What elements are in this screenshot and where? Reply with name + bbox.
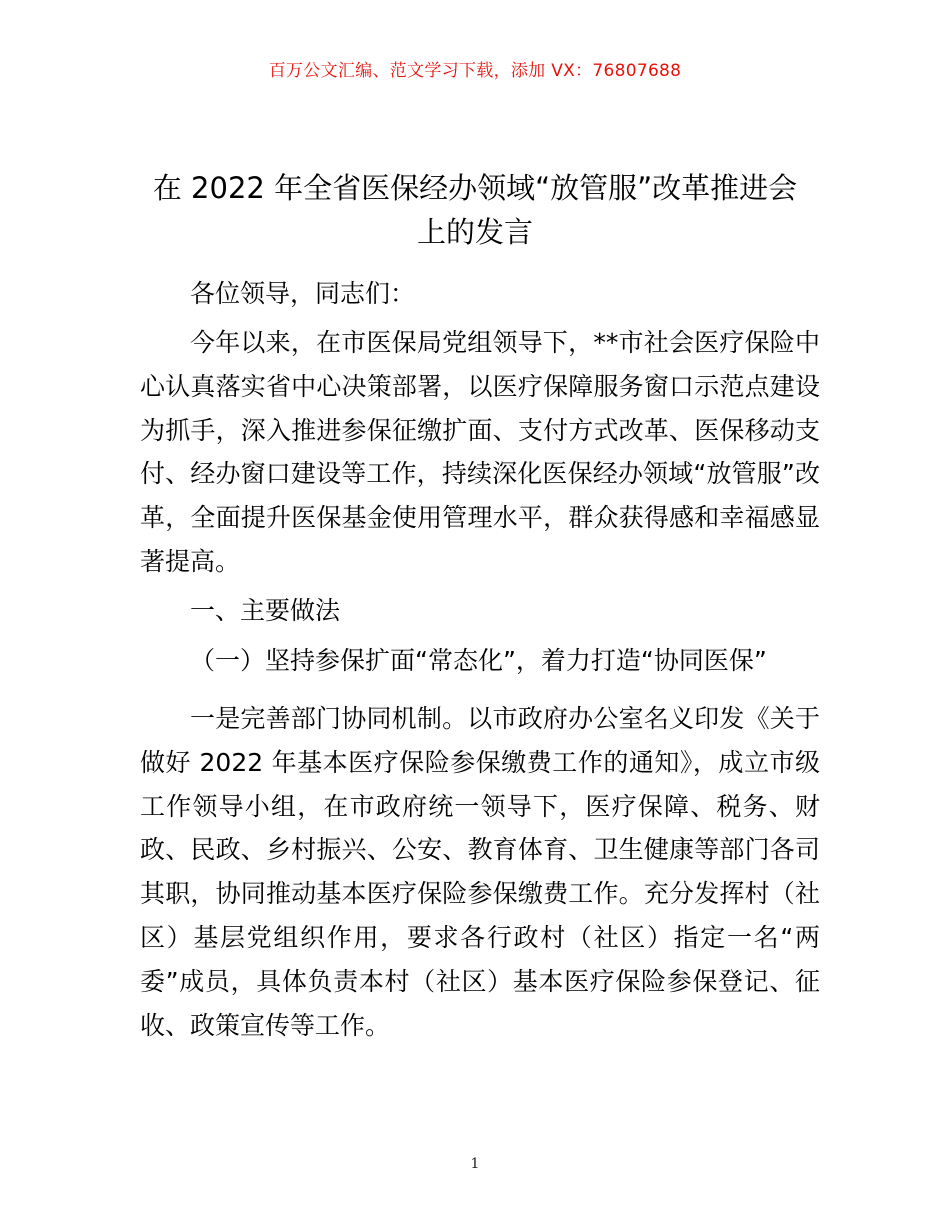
greeting: 各位领导，同志们： bbox=[190, 279, 416, 308]
watermark-banner: 百万公文汇编、范文学习下载，添加 VX：76807688 bbox=[268, 61, 682, 81]
section-heading: 一、主要做法 bbox=[190, 596, 341, 625]
paragraph-body: 一是完善部门协同机制。以市政府办公室名义印发《关于做好 2022 年基本医疗保险参保缴费工作的通知》，成立市级工作领导小组，在市政府统一领导下，医疗保障、税务、财政、民政、乡村振兴、公安、教育体育、卫生健康等部门各司其职，协同推动基本医疗保险参保缴费工作。充分发挥村（社区）基层党组织作用，要求各行政村（社区）指定一名“两委”成员，具体负责本村（社区）基本医疗保险参保登记、征收、政策宣传等工作。 bbox=[140, 704, 820, 1040]
document-title: 在 2022 年全省医保经办领域“放管服”改革推进会上的发言 bbox=[152, 171, 798, 249]
page-number: 1 bbox=[470, 1156, 480, 1172]
subsection-heading: （一）坚持参保扩面“常态化”，着力打造“协同医保” bbox=[190, 646, 767, 675]
paragraph-intro: 今年以来，在市医保局党组领导下，**市社会医疗保险中心认真落实省中心决策部署，以医疗保障服务窗口示范点建设为抓手，深入推进参保征缴扩面、支付方式改革、医保移动支付、经办窗口建设等工作，持续深化医保经办领域“放管服”改革，全面提升医保基金使用管理水平，群众获得感和幸福感显著提高。 bbox=[140, 328, 820, 576]
